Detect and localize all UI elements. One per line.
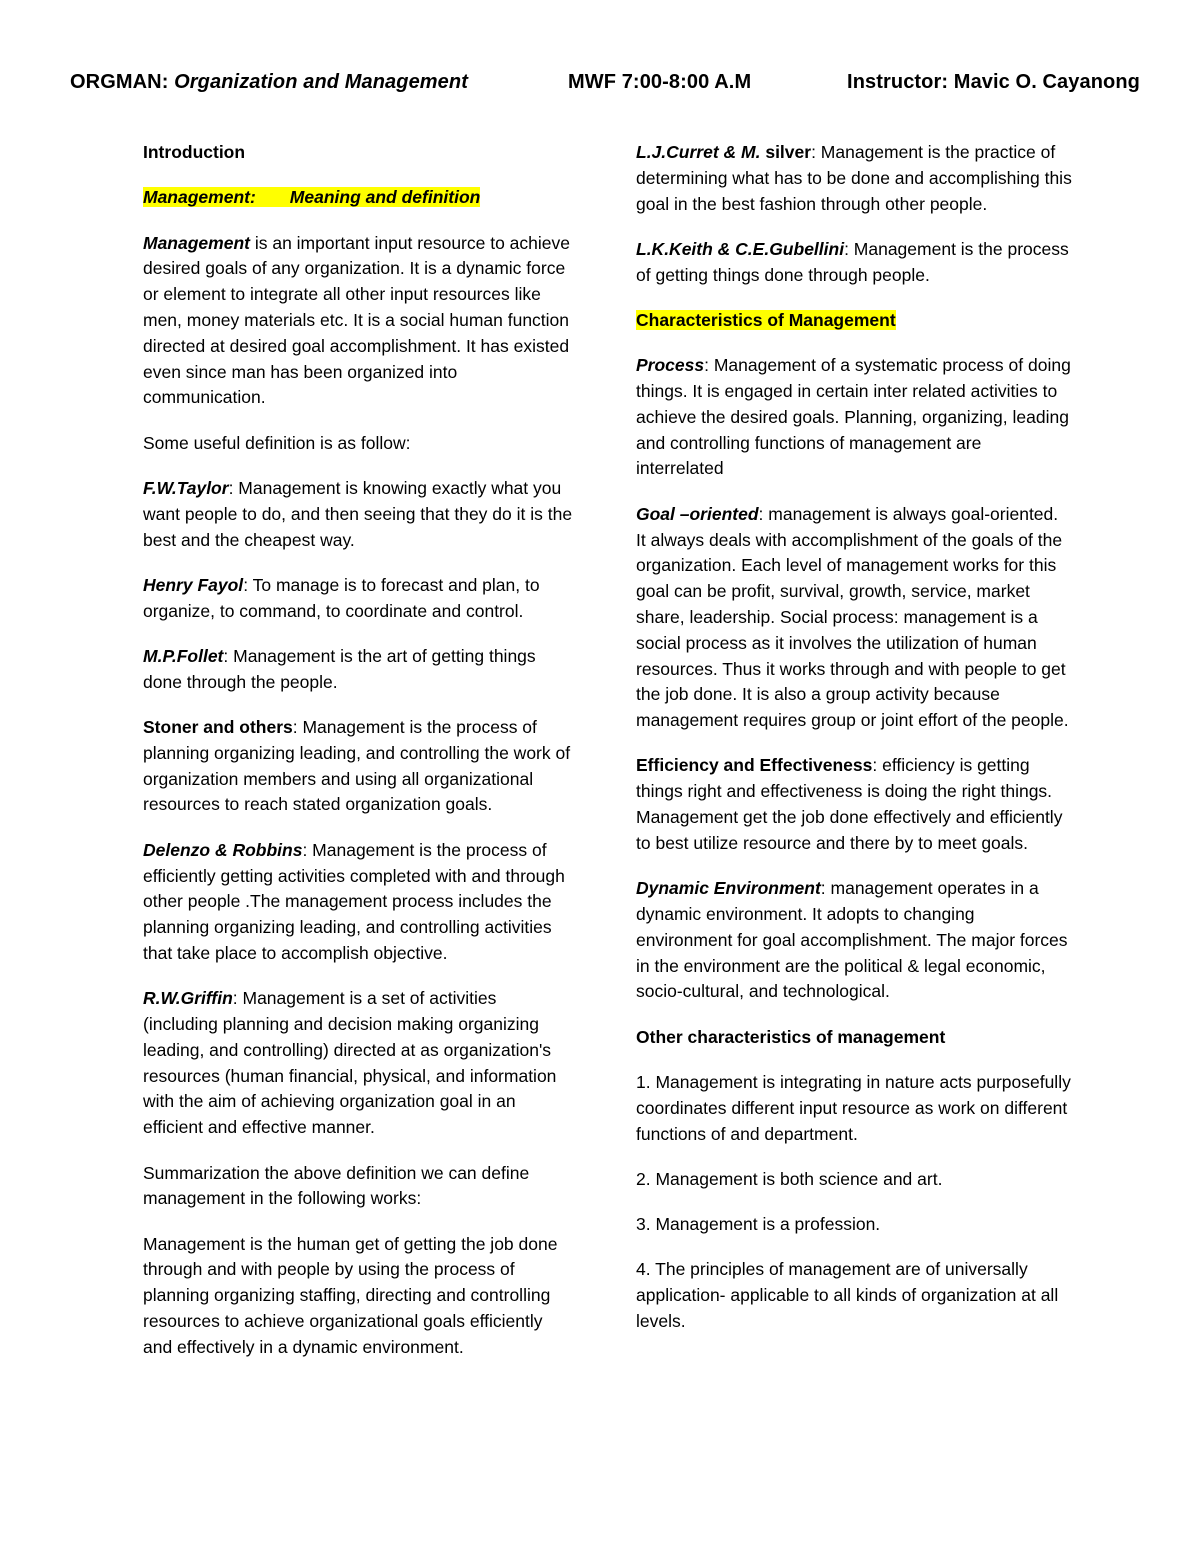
right-column [636, 140, 1072, 1354]
other-characteristic-2: 2. Management is both science and art. [636, 1168, 943, 1189]
definition-curret: L.J.Curret & M. silver: Management is the practice of determining what has to be done and accomplishing this goal in the best fashion through other people. [636, 142, 1072, 214]
definition-griffin: R.W.Griffin: Management is a set of activities (including planning and decision making organizing leading, and controlling) directed at as organization's resources (human financial, physical, and information with the aim of achieving organization goal in an efficient and effective manner. [143, 988, 557, 1138]
page-header [70, 71, 1140, 99]
characteristic-efficiency: Efficiency and Effectiveness: efficiency is getting things right and effectiveness is doing the right things. Management get the job done effectively and efficiently to best utilize resource and there by to meet goals. [636, 755, 1063, 853]
intro-heading: Introduction [143, 142, 246, 162]
definition-delenzo: Delenzo & Robbins: Management is the process of efficiently getting activities completed with and through other people .The management process includes the planning organizing leading, and controlling activities that take place to accomplish objective. [143, 839, 565, 963]
definitions-intro: Some useful definition is as follow: [143, 432, 411, 453]
definition-taylor: F.W.Taylor: Management is knowing exactly what you want people to do, and then seeing that they do it is the best and the cheapest way. [143, 477, 573, 550]
characteristic-process: Process: Management of a systematic process of doing things. It is engaged in certain inter related activities to achieve the desired goals. Planning, organizing, leading and controlling functions of management are interrelated [636, 355, 1071, 479]
definition-follet: M.P.Follet: Management is the art of getting things done through the people. [143, 645, 536, 692]
characteristic-goal-oriented: Goal –oriented: management is always goal-oriented. It always deals with accomplishment of the goals of the organization. Each level of management works for this goal can be profit, survival, growth, service, market share, leadership. Social process: management is a social process as it involves the utilization of human resources. Thus it works through and with people to get the job done. It is also a group activity because management requires group or joint effort of the people. [636, 503, 1069, 731]
schedule: MWF 7:00-8:00 A.M [568, 71, 752, 93]
course-code: ORGMAN: [70, 71, 169, 93]
other-characteristics-heading: Other characteristics of management [636, 1026, 946, 1047]
course-title [70, 71, 468, 94]
definition-stoner: Stoner and others: Management is the process of planning organizing leading, and controlling the work of organization members and using all organizational resources to reach stated organization goals. [143, 717, 571, 815]
left-column [143, 140, 573, 1380]
intro-paragraph: Management is an important input resource to achieve desired goals of any organization. It is a dynamic force or element to integrate all other input resources like men, money materials etc. It is a social human function directed at desired goal accomplishment. It has existed even since man has been organized into communication. [143, 232, 571, 408]
other-characteristic-4: 4. The principles of management are of universally application- applicable to all kinds of organization at all levels. [636, 1259, 1059, 1331]
characteristic-dynamic-environment: Dynamic Environment: management operates in a dynamic environment. It adopts to changing environment for goal accomplishment. The major forces in the environment are the political & legal economic, socio-cultural, and technological. [636, 878, 1068, 1002]
other-characteristic-3: 3. Management is a profession. [636, 1214, 881, 1235]
section-heading: Management: Meaning and definition [143, 187, 481, 208]
summary-definition: Management is the human get of getting the job done through and with people by using the process of planning organizing staffing, directing and controlling resources to achieve organizational goals efficiently and effectively in a dynamic environment. [143, 1233, 558, 1357]
definition-fayol: Henry Fayol: To manage is to forecast and plan, to organize, to command, to coordinate and control. [143, 574, 540, 621]
instructor: Instructor: Mavic O. Cayanong [847, 71, 1140, 93]
course-name: Organization and Management [174, 71, 468, 93]
characteristics-heading: Characteristics of Management [636, 309, 896, 330]
definition-keith: L.K.Keith & C.E.Gubellini: Management is the process of getting things done through people. [636, 238, 1069, 285]
summary-intro: Summarization the above definition we can define management in the following works: [143, 1162, 530, 1209]
other-characteristic-1: 1. Management is integrating in nature acts purposefully coordinates different input resource as work on different functions of and department. [636, 1071, 1071, 1144]
